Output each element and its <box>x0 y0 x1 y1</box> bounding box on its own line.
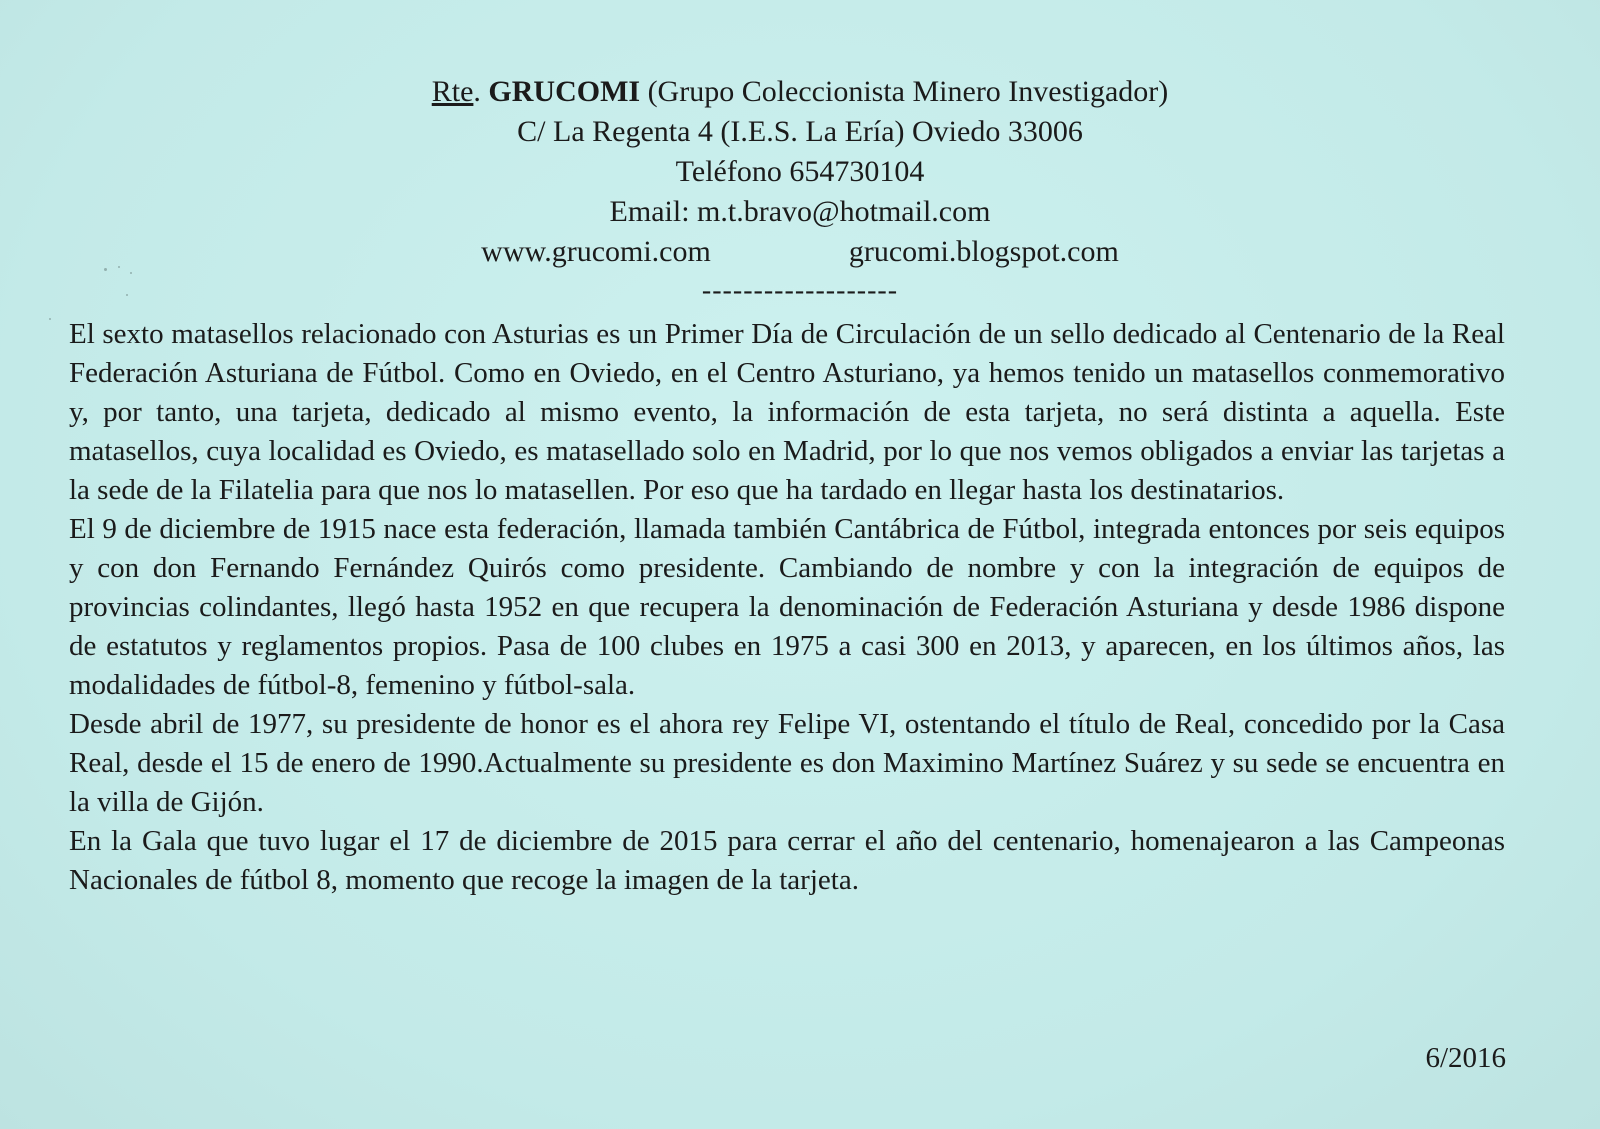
address-line: C/ La Regenta 4 (I.E.S. La Ería) Oviedo 33006 <box>517 115 1083 148</box>
scan-speck <box>104 268 107 271</box>
body-text <box>69 315 1505 900</box>
organization-name: GRUCOMI <box>488 75 641 108</box>
blog-text: grucomi.blogspot.com <box>848 235 1119 268</box>
scan-speck <box>130 272 132 274</box>
paragraph-3: Desde abril de 1977, su presidente de honor es el ahora rey Felipe VI, ostentando el título de Real, concedido por la Casa Real, desde el 15 de enero de 1990.Actualmente su presidente es don Maximino Martínez Suárez y su sede se encuentra en la villa de Gijón. <box>69 708 1505 818</box>
email-line: Email: m.t.bravo@hotmail.com <box>609 195 991 228</box>
web-links-row <box>0 232 1600 272</box>
sender-header <box>0 72 1600 272</box>
separator-line: ------------------- <box>701 275 899 306</box>
scan-speck <box>49 318 51 320</box>
organization-full-name: (Grupo Coleccionista Minero Investigador) <box>647 75 1169 108</box>
scan-speck <box>126 294 128 296</box>
date-stamp: 6/2016 <box>1425 1042 1506 1074</box>
phone-line: Teléfono 654730104 <box>675 155 925 188</box>
sender-prefix: Rte <box>431 75 474 108</box>
scan-speck <box>118 266 120 268</box>
paragraph-4: En la Gala que tuvo lugar el 17 de diciembre de 2015 para cerrar el año del centenario, homenajearon a las Campeonas Nacionales de fútbol 8, momento que recoge la imagen de la tarjeta. <box>69 825 1505 896</box>
website-text: www.grucomi.com <box>481 235 711 268</box>
paragraph-2: El 9 de diciembre de 1915 nace esta federación, llamada también Cantábrica de Fútbol, integrada entonces por seis equipos y con don Fernando Fernández Quirós como presidente. Cambiando de nombre y con la integración de equipos de provincias colindantes, llegó hasta 1952 en que recupera la denominación de Federación Asturiana y desde 1986 dispone de estatutos y reglamentos propios. Pasa de 100 clubes en 1975 a casi 300 en 2013, y aparecen, en los últimos años, las modalidades de fútbol-8, femenino y fútbol-sala. <box>69 513 1505 701</box>
sender-line <box>0 72 1600 112</box>
paragraph-1: El sexto matasellos relacionado con Asturias es un Primer Día de Circulación de un sello dedicado al Centenario de la Real Federación Asturiana de Fútbol. Como en Oviedo, en el Centro Asturiano, ya hemos tenido un matasellos conmemorativo y, por tanto, una tarjeta, dedicado al mismo evento, la información de esta tarjeta, no será distinta a aquella. Este matasellos, cuya localidad es Oviedo, es matasellado solo en Madrid, por lo que nos vemos obligados a enviar las tarjetas a la sede de la Filatelia para que nos lo matasellen. Por eso que ha tardado en llegar hasta los destinatarios. <box>69 318 1505 506</box>
sender-prefix-dot: . <box>473 75 481 108</box>
